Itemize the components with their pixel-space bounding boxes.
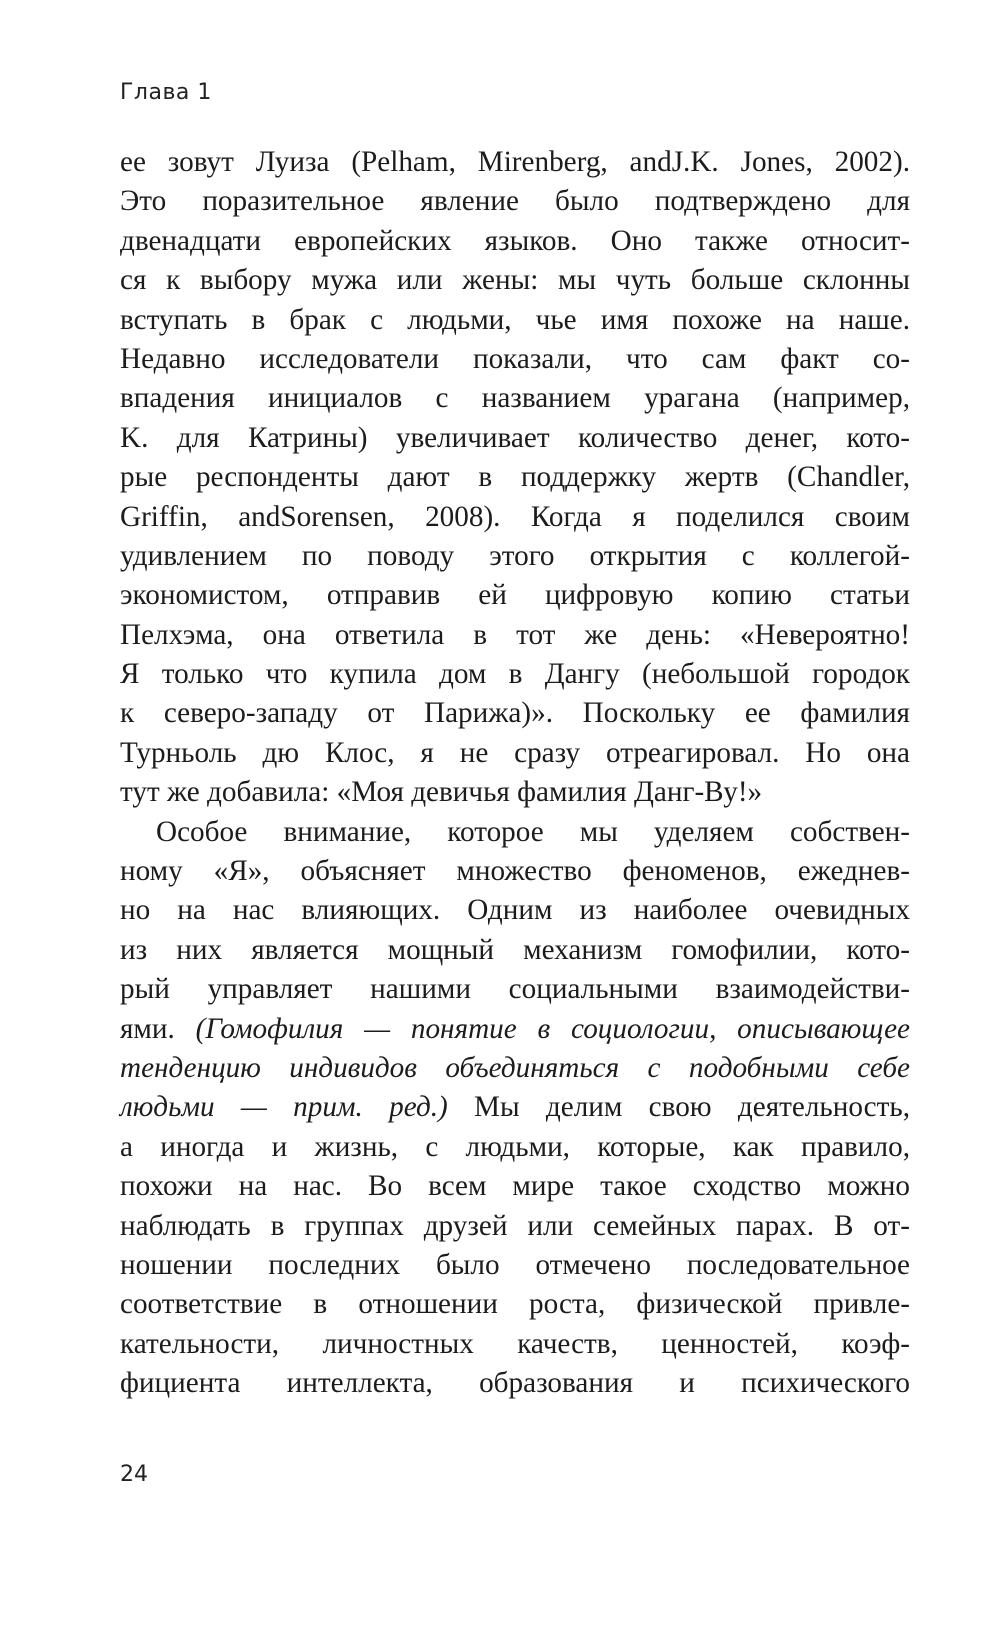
text-line: к северо-западу от Парижа)». Поскольку ее фамилия bbox=[120, 697, 910, 730]
editor-note-text: (Гомофилия — понятие в социологии, описывающее bbox=[195, 1012, 910, 1045]
text-line: из них является мощный механизм гомофилии, кото- bbox=[120, 933, 910, 966]
text-line: ся к выбору мужа или жены: мы чуть больше склонны bbox=[120, 264, 910, 297]
text-line: соответствие в отношении роста, физической привле- bbox=[120, 1288, 910, 1321]
text-fragment: Мы делим свою деятельность, bbox=[447, 1091, 910, 1124]
text-fragment: ями. bbox=[120, 1012, 196, 1045]
text-line: наблюдать в группах друзей или семейных парах. В от- bbox=[120, 1209, 910, 1242]
text-line: Недавно исследователи показали, что сам факт со- bbox=[120, 342, 910, 375]
text-line: Турньоль дю Клос, я не сразу отреагировал. Но она bbox=[120, 736, 910, 769]
text-line: K. для Катрины) увеличивает количество денег, кото- bbox=[120, 421, 910, 454]
editor-note-text: тенденцию индивидов объединяться с подобными себе bbox=[120, 1051, 910, 1084]
editor-note-text: людьми — прим. ред.) bbox=[120, 1091, 448, 1124]
text-line: экономистом, отправив ей цифровую копию статьи bbox=[120, 579, 910, 612]
text-line: рые респонденты дают в поддержку жертв (Chandler, bbox=[120, 461, 910, 494]
text-line-mixed bbox=[120, 1010, 910, 1049]
text-line: тут же добавила: «Моя девичья фамилия Данг-Ву!» bbox=[120, 776, 763, 809]
text-line-italic bbox=[120, 1049, 910, 1088]
text-line: удивлением по поводу этого открытия с коллегой- bbox=[120, 539, 910, 572]
text-line: Пелхэма, она ответила в тот же день: «Невероятно! bbox=[120, 618, 910, 651]
text-line: а иногда и жизнь, с людьми, которые, как правило, bbox=[120, 1130, 910, 1163]
text-line: фициента интеллекта, образования и психического bbox=[120, 1367, 910, 1400]
text-line: Это поразительное явление было подтверждено для bbox=[120, 185, 910, 218]
page-number: 24 bbox=[120, 1462, 148, 1487]
text-line: впадения инициалов с названием урагана (например, bbox=[120, 382, 910, 415]
text-line: похожи на нас. Во всем мире такое сходство можно bbox=[120, 1170, 910, 1203]
text-line: кательности, личностных качеств, ценностей, коэф- bbox=[120, 1327, 910, 1360]
text-line: вступать в брак с людьми, чье имя похоже на наше. bbox=[120, 303, 910, 336]
text-line: ношении последних было отмечено последовательное bbox=[120, 1248, 910, 1281]
text-line: Я только что купила дом в Дангу (небольшой городок bbox=[120, 658, 910, 691]
text-line: Особое внимание, которое мы уделяем собствен- bbox=[156, 815, 910, 848]
text-line: ному «Я», объясняет множество феноменов, ежеднев- bbox=[120, 855, 910, 888]
text-line-mixed bbox=[120, 1088, 910, 1127]
text-line: Griffin, andSorensen, 2008). Когда я поделился своим bbox=[120, 500, 910, 533]
body-text bbox=[120, 143, 910, 1404]
text-line: ее зовут Луиза (Pelham, Mirenberg, andJ.K. Jones, 2002). bbox=[120, 146, 910, 178]
text-line: рый управляет нашими социальными взаимодействи- bbox=[120, 973, 910, 1006]
running-header: Глава 1 bbox=[120, 80, 212, 105]
text-line: двенадцати европейских языков. Оно также относит- bbox=[120, 224, 910, 257]
text-line: но на нас влияющих. Одним из наиболее очевидных bbox=[120, 894, 910, 927]
